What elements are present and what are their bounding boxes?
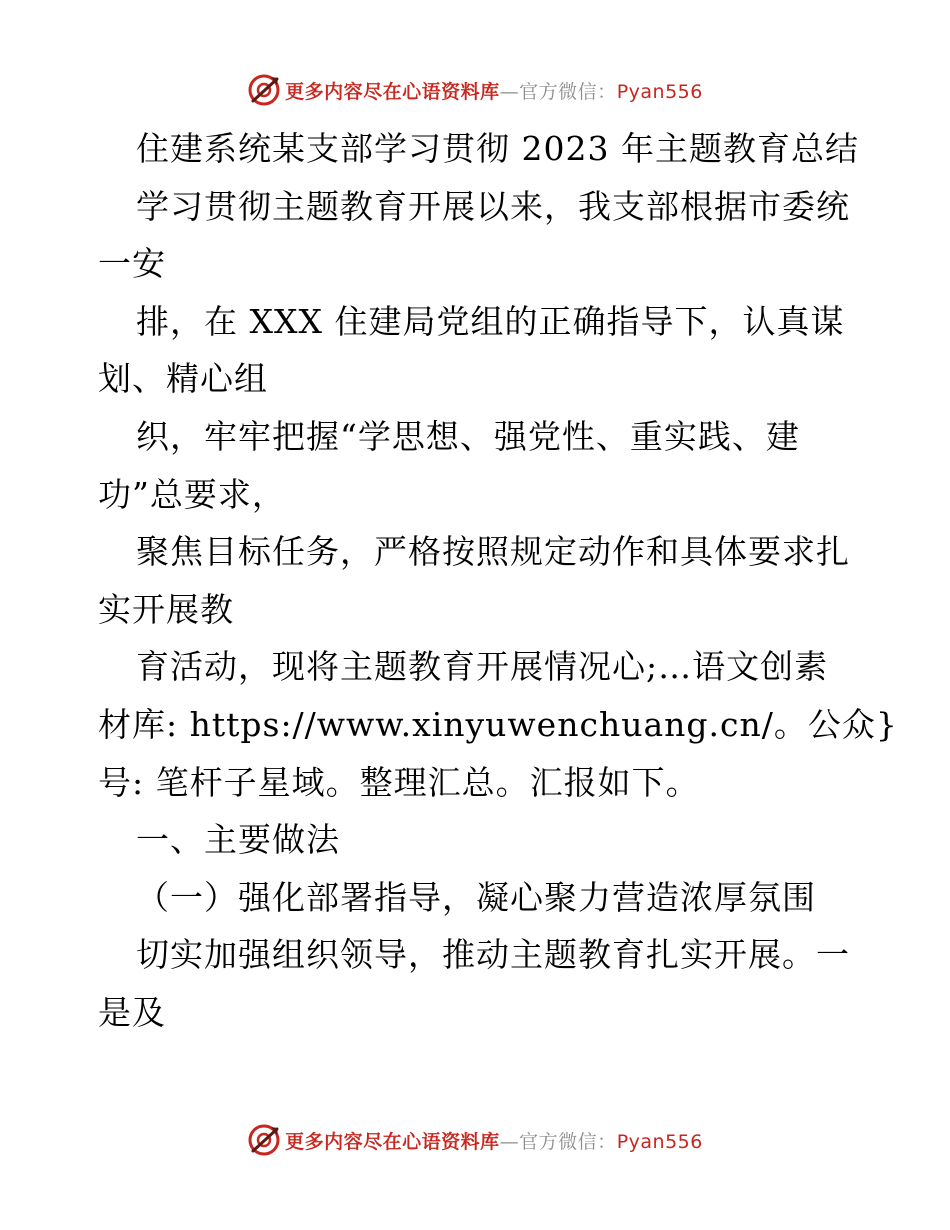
- document-line: 号: 笔杆子星域。整理汇总。汇报如下。: [98, 762, 700, 802]
- watermark-label: 官方微信：: [519, 80, 617, 103]
- watermark-handle: Pyan556: [616, 1130, 703, 1153]
- watermark-footer: [0, 1120, 950, 1160]
- watermark-brand: 更多内容尽在心语资料库: [285, 1130, 500, 1153]
- document-line: 功”总要求，: [98, 474, 286, 514]
- watermark-text: [285, 1127, 703, 1154]
- document-line: 实开展教: [98, 589, 234, 629]
- document-line: 一安: [98, 244, 166, 284]
- document-line: 一、主要做法: [136, 820, 340, 860]
- document-line: 是及: [98, 992, 166, 1032]
- document-line: 排，在 XXX 住建局党组的正确指导下，认真谋: [136, 301, 845, 341]
- watermark-header: [0, 70, 950, 110]
- document-line: 材库: https://www.xinyuwenchuang.cn/。公众}: [98, 704, 898, 744]
- watermark-brand: 更多内容尽在心语资料库: [285, 80, 500, 103]
- brand-logo-icon: [247, 73, 281, 107]
- watermark-separator: —: [499, 80, 520, 103]
- document-line: 学习贯彻主题教育开展以来，我支部根据市委统: [136, 186, 850, 226]
- brand-logo-icon: [247, 1123, 281, 1157]
- document-line: 划、精心组: [98, 359, 268, 399]
- watermark-text: [285, 77, 703, 104]
- document-body: [98, 120, 898, 1042]
- watermark-separator: —: [499, 1130, 520, 1153]
- document-line: 切实加强组织领导，推动主题教育扎实开展。一: [136, 935, 850, 975]
- document-line: 住建系统某支部学习贯彻 2023 年主题教育总结: [136, 129, 859, 168]
- watermark-label: 官方微信：: [519, 1130, 617, 1153]
- document-line: 育活动，现将主题教育开展情况心;…语文创素: [136, 647, 829, 687]
- document-line: 织，牢牢把握“学思想、强党性、重实践、建: [136, 416, 800, 456]
- document-line: （一）强化部署指导，凝心聚力营造浓厚氛围: [136, 877, 816, 917]
- watermark-handle: Pyan556: [616, 80, 703, 103]
- document-line: 聚焦目标任务，严格按照规定动作和具体要求扎: [136, 532, 850, 572]
